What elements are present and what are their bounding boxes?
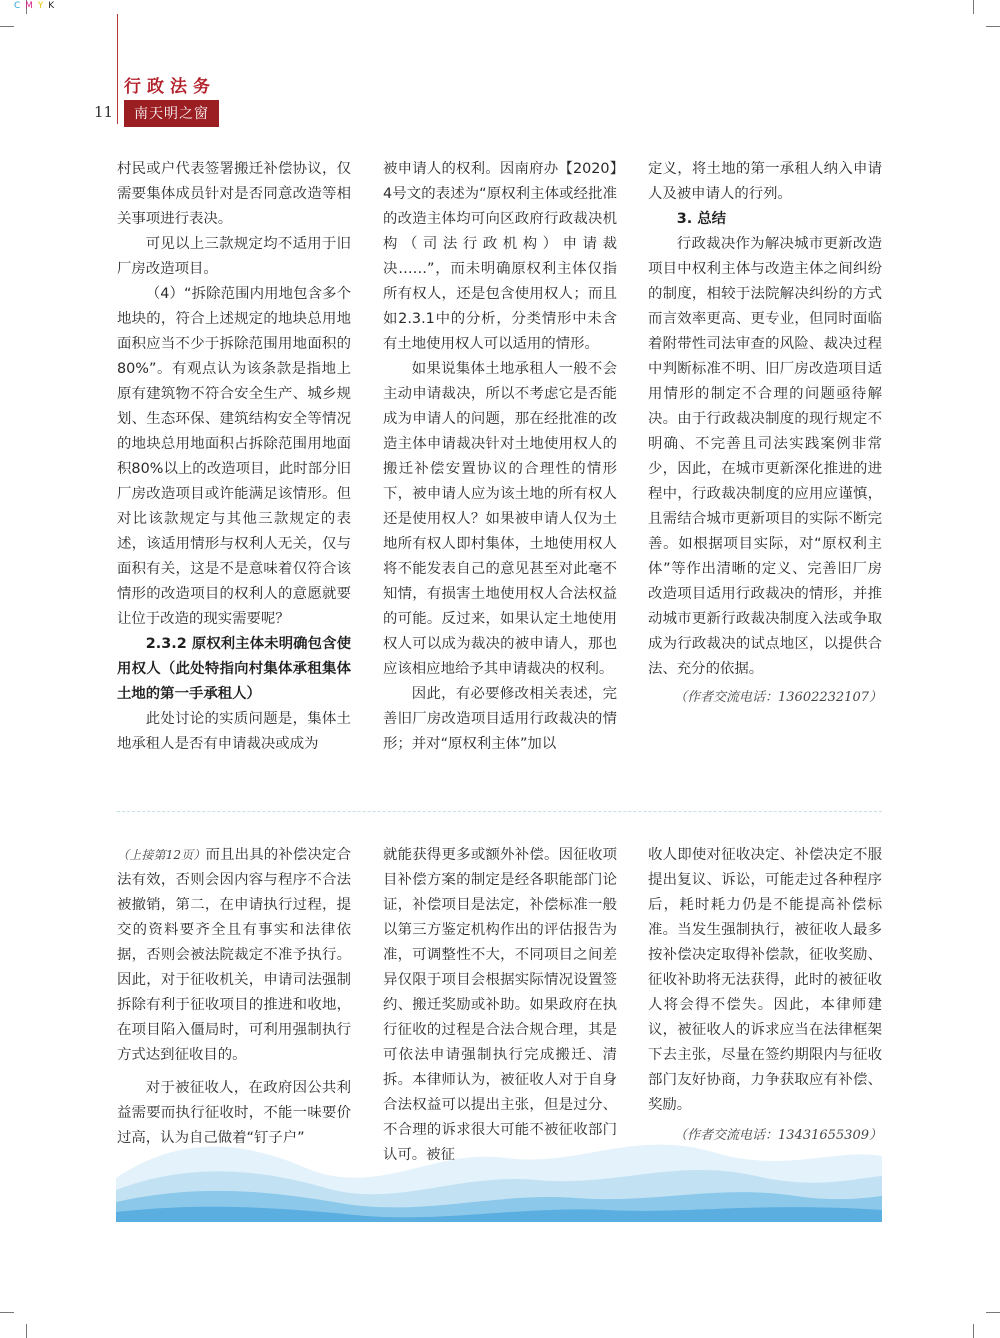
crop-mark [973,1324,974,1338]
section-heading: 3. 总结 [676,211,727,227]
top-column-1 [117,157,351,757]
paragraph: 定义，将土地的第一承租人纳入申请人及被申请人的行列。 [648,161,882,202]
paragraph-text: 而且出具的补偿决定合法有效，否则会因内容与程序不合法被撤销，第二，在申请执行过程，提交的资料要齐全且有事实和法律依据，否则会被法院裁定不准予执行。因此，对于征收机关，申请司法强制拆除有利于征收项目的推进和收地，在项目陷入僵局时，可利用强制执行方式达到征收目的。 [117,847,351,1063]
section-title: 行政法务 [124,77,216,97]
crop-mark [26,1324,27,1338]
paragraph: 村民或户代表签署搬迁补偿协议，仅需要集体成员针对是否同意改造等相关事项进行表决。 [117,161,351,227]
paragraph: 如果说集体土地承租人一般不会主动申请裁决，所以不考虑它是否能成为申请人的问题，那在经批准的改造主体申请裁决针对土地使用权人的搬迁补偿安置协议的合理性的情形下，被申请人应为该土地的所有权人还是使用权人？如果被申请人仅为土地所有权人即村集体，土地使用权人将不能发表自己的意见甚至对此毫不知情，有损害土地使用权人合法权益的可能。反过来，如果认定土地使用权人可以成为裁决的被申请人，那也应该相应地给予其申请裁决的权利。 [383,361,617,677]
paragraph: 就能获得更多或额外补偿。因征收项目补偿方案的制定是经各职能部门论证，补偿项目是法定，补偿标准一般以第三方鉴定机构作出的评估报告为准，可调整性不大，不同项目之间差异仅限于项目会根据实际情况设置签约、搬迁奖励或补助。如果政府在执行征收的过程是合法合规合理，其是可依法申请强制执行完成搬迁、清拆。本律师认为，被征收人对于自身合法权益可以提出主张，但是过分、不合理的诉求很大可能不被征收部门认可。被征 [383,847,617,1163]
crop-mark [986,1312,1000,1313]
crop-mark [986,26,1000,27]
paragraph [117,843,351,1068]
bottom-column-3 [648,843,882,1148]
paragraph: （4）“拆除范围内用地包含多个地块的，符合上述规定的地块总用地面积应当不少于拆除范围用地面积的80%”。有观点认为该条款是指地上原有建筑物不符合安全生产、城乡规划、生态环保、建筑结构安全等情况的地块总用地面积占拆除范围用地面积80%以上的改造项目，此时部分旧厂房改造项目或许能满足该情形。但对比该款规定与其他三款规定的表述，该适用情形与权利人无关，仅与面积有关，这是不是意味着仅符合该情形的改造项目的权利人的意愿就要让位于改造的现实需要呢？ [117,286,351,627]
paragraph: 收人即使对征收决定、补偿决定不服提出复议、诉讼，可能走过各种程序后，耗时耗力仍是不能提高补偿标准。当发生强制执行，被征收人最多按补偿决定取得补偿款，征收奖励、征收补助将无法获得，此时的被征收人将会得不偿失。因此，本律师建议，被征收人的诉求应当在法律框架下去主张，尽量在签约期限内与征收部门友好协商，力争获取应有补偿、奖励。 [648,847,882,1113]
magazine-badge: 南天明之窗 [124,100,219,127]
continued-from-note: （上接第12页） [117,848,206,862]
top-column-2 [383,157,617,757]
decorative-wave-band [116,1118,882,1222]
paragraph: 因此，有必要修改相关表述，完善旧厂房改造项目适用行政裁决的情形；并对“原权利主体”加以 [383,686,617,752]
paragraph: 可见以上三款规定均不适用于旧厂房改造项目。 [117,236,351,277]
paragraph: 此处讨论的实质问题是，集体土地承租人是否有申请裁决或成为 [117,711,351,752]
paragraph: 对于被征收人，在政府因公共利益需要而执行征收时，不能一味要价过高，认为自己做着“钉子户” [117,1080,351,1146]
paragraph: 行政裁决作为解决城市更新改造项目中权利主体与改造主体之间纠纷的制度，相较于法院解决纠纷的方式而言效率更高、更专业，但同时面临着附带性司法审查的风险、裁决过程中判断标准不明、旧厂房改造项目适用情形的制定不合理的问题亟待解决。由于行政裁决制度的现行规定不明确、不完善且司法实践案例非常少，因此，在城市更新深化推进的进程中，行政裁决制度的应用应谨慎，且需结合城市更新项目的实际不断完善。如根据项目实际，对“原权利主体”等作出清晰的定义、完善旧厂房改造项目适用行政裁决的情形，并推动城市更新行政裁决制度入法或争取成为行政裁决的试点地区，以提供合法、充分的依据。 [648,236,882,677]
paragraph: 被申请人的权利。因南府办【2020】4号文的表述为“原权利主体或经批准的改造主体均可向区政府行政裁决机构（司法行政机构）申请裁决……”，而未明确原权利主体仅指所有权人，还是包含使用权人；而且如2.3.1中的分析，分类情形中未含有土地使用权人可以适用的情形。 [383,161,617,352]
crop-mark [0,1312,14,1313]
cmyk-color-mark: C M Y K [14,1,56,11]
author-contact: （作者交流电话：13431655309） [674,1128,882,1143]
subheading: 2.3.2 原权利主体未明确包含使用权人（此处特指向村集体承租集体土地的第一手承租人） [117,636,351,702]
author-contact: （作者交流电话：13602232107） [674,690,882,705]
crop-mark [0,26,14,27]
article-divider [117,811,882,812]
crop-mark [973,0,974,14]
header-vertical-rule [117,14,118,124]
bottom-column-1 [117,843,351,1151]
page-number: 11 [94,103,114,121]
top-column-3 [648,157,882,710]
